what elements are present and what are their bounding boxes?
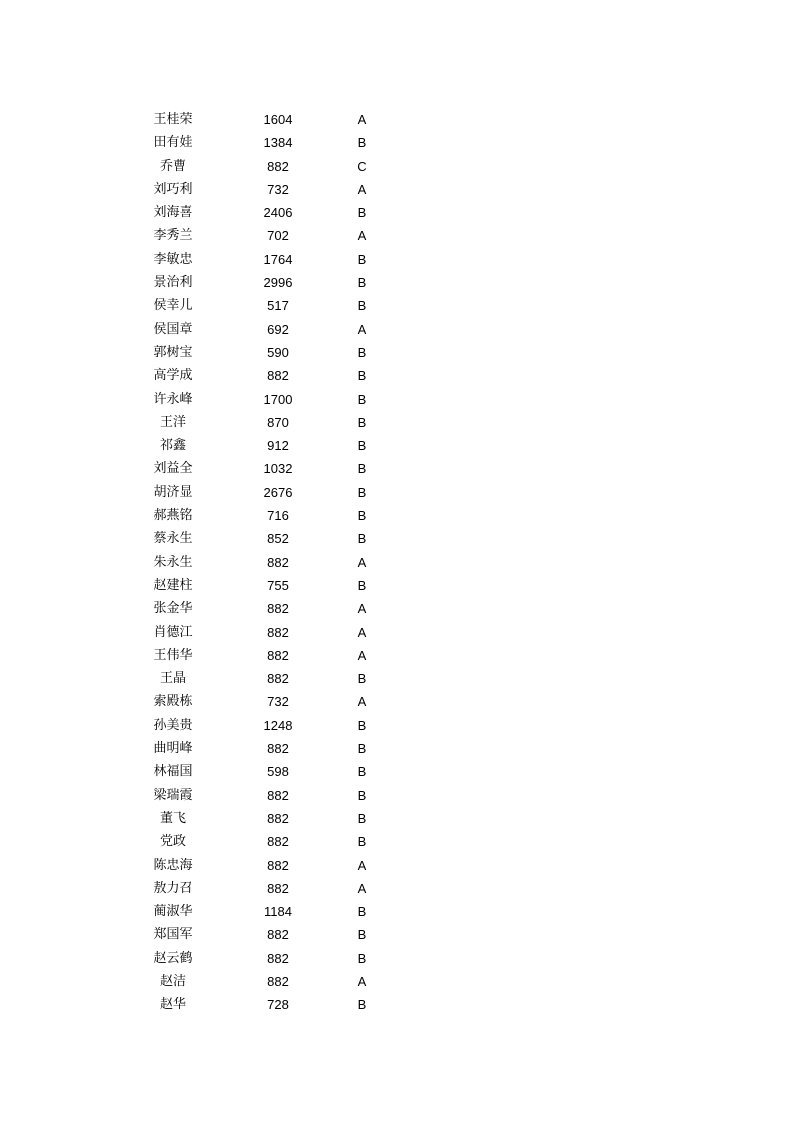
name-cell: 党政 bbox=[159, 834, 186, 850]
grade-cell: B bbox=[357, 484, 367, 500]
name-cell: 曲明峰 bbox=[153, 741, 193, 757]
table-row bbox=[0, 201, 793, 224]
name-cell: 祁鑫 bbox=[159, 438, 186, 454]
amount-cell: 882 bbox=[267, 810, 289, 826]
table-row bbox=[0, 131, 793, 154]
table-row bbox=[0, 457, 793, 480]
table-row bbox=[0, 667, 793, 690]
table-row bbox=[0, 108, 793, 131]
grade-cell: B bbox=[357, 717, 367, 733]
grade-cell: B bbox=[357, 508, 367, 524]
table-row bbox=[0, 854, 793, 877]
grade-cell: B bbox=[357, 368, 367, 384]
table-row bbox=[0, 690, 793, 713]
name-cell: 田有娃 bbox=[153, 135, 193, 151]
amount-cell: 2406 bbox=[263, 205, 293, 221]
table-row bbox=[0, 411, 793, 434]
table-row bbox=[0, 388, 793, 411]
amount-cell: 882 bbox=[267, 368, 289, 384]
amount-cell: 1184 bbox=[264, 904, 292, 920]
amount-cell: 590 bbox=[267, 344, 289, 360]
name-cell: 乔曹 bbox=[159, 158, 186, 174]
table-row bbox=[0, 644, 793, 667]
amount-cell: 692 bbox=[267, 321, 289, 337]
name-cell: 侯幸儿 bbox=[153, 298, 193, 314]
table-row bbox=[0, 248, 793, 271]
grade-cell: B bbox=[357, 251, 367, 267]
table-row bbox=[0, 504, 793, 527]
table-row bbox=[0, 551, 793, 574]
grade-cell: B bbox=[357, 834, 367, 850]
grade-cell: B bbox=[357, 461, 367, 477]
amount-cell: 517 bbox=[267, 298, 289, 314]
amount-cell: 1248 bbox=[263, 717, 293, 733]
name-cell: 梁瑞霞 bbox=[153, 787, 193, 803]
amount-cell: 912 bbox=[267, 438, 289, 454]
table-row bbox=[0, 784, 793, 807]
amount-cell: 852 bbox=[267, 531, 289, 547]
grade-cell: B bbox=[357, 904, 367, 920]
amount-cell: 882 bbox=[267, 554, 289, 570]
name-cell: 赵建柱 bbox=[153, 577, 193, 593]
grade-cell: B bbox=[357, 135, 367, 151]
name-cell: 侯国章 bbox=[153, 321, 193, 337]
table-row bbox=[0, 830, 793, 853]
grade-cell: B bbox=[357, 531, 367, 547]
name-cell: 刘海喜 bbox=[153, 205, 193, 221]
name-cell: 蔺淑华 bbox=[153, 904, 193, 920]
grade-cell: A bbox=[357, 624, 367, 640]
grade-cell: B bbox=[357, 414, 367, 430]
table-row bbox=[0, 481, 793, 504]
grade-cell: B bbox=[357, 298, 367, 314]
name-cell: 朱永生 bbox=[153, 554, 193, 570]
name-cell: 肖德江 bbox=[153, 624, 193, 640]
amount-cell: 882 bbox=[267, 834, 289, 850]
amount-cell: 882 bbox=[267, 624, 289, 640]
grade-cell: B bbox=[357, 391, 367, 407]
amount-cell: 882 bbox=[267, 601, 289, 617]
name-cell: 敖力召 bbox=[153, 880, 193, 896]
amount-cell: 1604 bbox=[263, 112, 293, 127]
grade-cell: B bbox=[357, 577, 367, 593]
table-row bbox=[0, 900, 793, 923]
amount-cell: 702 bbox=[267, 228, 289, 244]
table-row bbox=[0, 621, 793, 644]
grade-cell: A bbox=[357, 647, 367, 663]
name-cell: 王伟华 bbox=[153, 647, 193, 663]
name-cell: 王晶 bbox=[159, 671, 186, 687]
name-cell: 王洋 bbox=[159, 414, 186, 430]
table-row bbox=[0, 923, 793, 946]
amount-cell: 2996 bbox=[263, 275, 293, 291]
grade-cell: A bbox=[357, 181, 367, 197]
amount-cell: 716 bbox=[267, 508, 289, 524]
name-cell: 郭树宝 bbox=[153, 344, 193, 360]
table-row bbox=[0, 597, 793, 620]
name-cell: 郝燕铭 bbox=[153, 508, 193, 524]
amount-cell: 728 bbox=[267, 997, 289, 1013]
amount-cell: 882 bbox=[267, 671, 289, 687]
grade-cell: A bbox=[357, 880, 367, 896]
grade-cell: B bbox=[357, 927, 367, 943]
grade-cell: B bbox=[357, 810, 367, 826]
name-cell: 赵云鹤 bbox=[153, 950, 193, 966]
name-cell: 李秀兰 bbox=[153, 228, 193, 244]
table-row bbox=[0, 760, 793, 783]
amount-cell: 1700 bbox=[263, 391, 293, 407]
amount-cell: 882 bbox=[267, 647, 289, 663]
table-row bbox=[0, 318, 793, 341]
name-cell: 胡济显 bbox=[153, 484, 193, 500]
name-cell: 董飞 bbox=[159, 810, 186, 826]
table-row bbox=[0, 527, 793, 550]
amount-cell: 1384 bbox=[263, 135, 293, 151]
name-cell: 索殿栋 bbox=[153, 694, 193, 710]
table-row bbox=[0, 737, 793, 760]
name-cell: 刘巧利 bbox=[153, 181, 193, 197]
grade-cell: A bbox=[357, 973, 367, 989]
grade-cell: C bbox=[357, 158, 367, 174]
table-row bbox=[0, 993, 793, 1016]
name-cell: 赵华 bbox=[159, 997, 186, 1013]
name-cell: 李敏忠 bbox=[153, 251, 193, 267]
grade-cell: B bbox=[357, 438, 367, 454]
table-row bbox=[0, 574, 793, 597]
table-row bbox=[0, 294, 793, 317]
table-row bbox=[0, 224, 793, 247]
grade-cell: A bbox=[357, 694, 367, 710]
name-cell: 高学成 bbox=[153, 368, 193, 384]
amount-cell: 598 bbox=[267, 764, 289, 780]
grade-cell: A bbox=[357, 554, 367, 570]
grade-cell: A bbox=[357, 857, 367, 873]
amount-cell: 732 bbox=[267, 694, 289, 710]
amount-cell: 2676 bbox=[263, 484, 293, 500]
grade-cell: B bbox=[357, 997, 367, 1013]
amount-cell: 882 bbox=[267, 927, 289, 943]
grade-cell: B bbox=[357, 787, 367, 803]
grade-cell: A bbox=[357, 112, 367, 127]
table-row bbox=[0, 434, 793, 457]
amount-cell: 882 bbox=[267, 857, 289, 873]
name-cell: 陈忠海 bbox=[153, 857, 193, 873]
name-cell: 孙美贵 bbox=[153, 717, 193, 733]
table-row bbox=[0, 714, 793, 737]
grade-cell: B bbox=[357, 275, 367, 291]
grade-cell: B bbox=[357, 950, 367, 966]
name-cell: 景治利 bbox=[153, 275, 193, 291]
amount-cell: 1764 bbox=[263, 251, 293, 267]
grade-cell: B bbox=[357, 344, 367, 360]
table-row bbox=[0, 155, 793, 178]
name-cell: 郑国军 bbox=[153, 927, 193, 943]
amount-cell: 882 bbox=[267, 741, 289, 757]
table-row bbox=[0, 970, 793, 993]
table-row bbox=[0, 947, 793, 970]
name-cell: 王桂荣 bbox=[153, 112, 193, 127]
grade-cell: B bbox=[357, 764, 367, 780]
name-cell: 林福国 bbox=[153, 764, 193, 780]
grade-cell: B bbox=[357, 671, 367, 687]
table-row bbox=[0, 877, 793, 900]
amount-cell: 882 bbox=[267, 158, 289, 174]
amount-cell: 870 bbox=[267, 414, 289, 430]
data-table bbox=[0, 108, 793, 1017]
table-row bbox=[0, 364, 793, 387]
grade-cell: B bbox=[357, 205, 367, 221]
amount-cell: 1032 bbox=[263, 461, 293, 477]
amount-cell: 755 bbox=[267, 577, 289, 593]
table-row bbox=[0, 807, 793, 830]
table-row bbox=[0, 178, 793, 201]
amount-cell: 882 bbox=[267, 973, 289, 989]
amount-cell: 882 bbox=[267, 950, 289, 966]
name-cell: 赵洁 bbox=[159, 973, 186, 989]
grade-cell: A bbox=[357, 228, 367, 244]
amount-cell: 882 bbox=[267, 787, 289, 803]
name-cell: 刘益全 bbox=[153, 461, 193, 477]
grade-cell: A bbox=[357, 321, 367, 337]
name-cell: 许永峰 bbox=[153, 391, 193, 407]
name-cell: 蔡永生 bbox=[153, 531, 193, 547]
grade-cell: B bbox=[357, 741, 367, 757]
amount-cell: 882 bbox=[267, 880, 289, 896]
amount-cell: 732 bbox=[267, 181, 289, 197]
name-cell: 张金华 bbox=[153, 601, 193, 617]
table-row bbox=[0, 271, 793, 294]
grade-cell: A bbox=[357, 601, 367, 617]
table-row bbox=[0, 341, 793, 364]
